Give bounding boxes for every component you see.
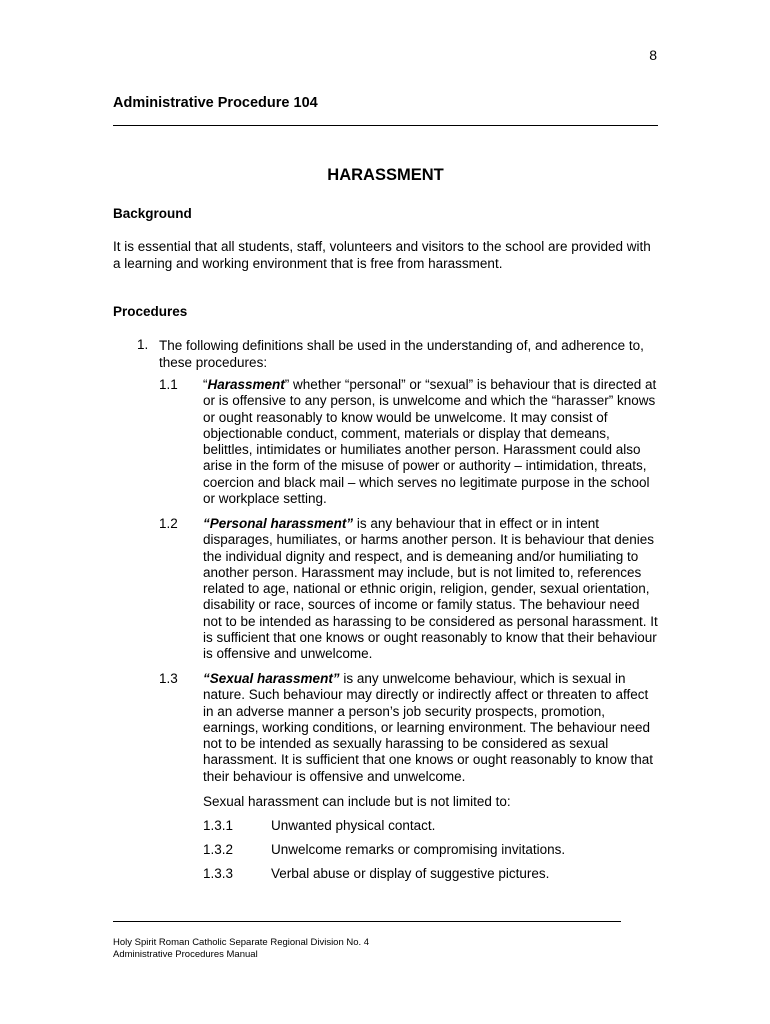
sublist-item-number: 1.3.2: [203, 842, 234, 857]
sublist-intro: Sexual harassment can include but is not limited to:: [203, 794, 511, 809]
definition-term: “Sexual harassment”: [203, 671, 340, 686]
sublist-item-text: Verbal abuse or display of suggestive pictures.: [271, 866, 550, 881]
background-heading: Background: [113, 206, 192, 221]
quote-close: ”: [284, 377, 290, 392]
background-paragraph: It is essential that all students, staff, volunteers and visitors to the school are provided with a learning and working environment that is free from harassment.: [113, 239, 651, 271]
definition-term: “Personal harassment”: [203, 516, 354, 531]
definition-body: is any unwelcome behaviour, which is sexual in nature. Such behaviour may directly or indirectly affect or threaten to affect in an adverse manner a person’s job security prospects, promotion, earnings, working conditions, or learning environment. The behaviour need not to be intended as sexually harassing to be considered as sexual harassment. It is sufficient that one knows or ought reasonably to know that their behaviour is offensive and unwelcome.: [203, 671, 654, 784]
footer-organization: Holy Spirit Roman Catholic Separate Regional Division No. 4: [113, 937, 370, 948]
sublist-item-number: 1.3.3: [203, 866, 234, 881]
definition-harassment: [203, 377, 659, 507]
procedure-item-text: The following definitions shall be used in the understanding of, and adherence to, these procedures:: [159, 338, 644, 370]
footer-manual-name: Administrative Procedures Manual: [113, 949, 258, 960]
procedure-item-number: 1.: [137, 337, 149, 352]
definition-number: 1.2: [159, 516, 178, 531]
definition-number: 1.3: [159, 671, 178, 686]
definition-personal-harassment: [203, 516, 659, 663]
definition-body: is any behaviour that in effect or in intent disparages, humiliates, or harms another person. It is behaviour that denies the individual dignity and respect, and is demeaning and/or humiliating to another person. Harassment may include, but is not limited to, references related to age, national or ethnic origin, religion, gender, sexual orientation, disability or race, sources of income or family status. The behaviour need not to be intended as harassing to be considered as personal harassment. It is sufficient that one knows or ought reasonably to know that their behaviour is offensive and unwelcome.: [203, 516, 658, 662]
quote-open: “: [203, 377, 208, 392]
definition-sexual-harassment: [203, 671, 659, 785]
sublist-item-text: Unwanted physical contact.: [271, 818, 436, 833]
sublist-item-text: Unwelcome remarks or compromising invitations.: [271, 842, 566, 857]
procedures-heading: Procedures: [113, 304, 188, 319]
footer-divider: [113, 921, 621, 922]
definition-number: 1.1: [159, 377, 178, 392]
sublist-item-number: 1.3.1: [203, 818, 234, 833]
page-number: 8: [649, 47, 657, 63]
definition-term: Harassment: [207, 377, 285, 392]
document-header-title: Administrative Procedure 104: [113, 95, 318, 111]
definition-body: whether “personal” or “sexual” is behaviour that is directed at or is offensive to any person, is unwelcome and which the “harasser” knows or ought reasonably to know would be unwelcome. It may consist of objectionable conduct, comment, materials or display that demeans, belittles, intimidates or humiliates another person. Harassment could also arise in the form of the misuse of power or authority – intimidation, threats, coercion and black mail – which serves no legitimate purpose in the school or workplace setting.: [203, 377, 657, 507]
page-title: HARASSMENT: [327, 166, 444, 184]
header-divider: [113, 125, 658, 126]
